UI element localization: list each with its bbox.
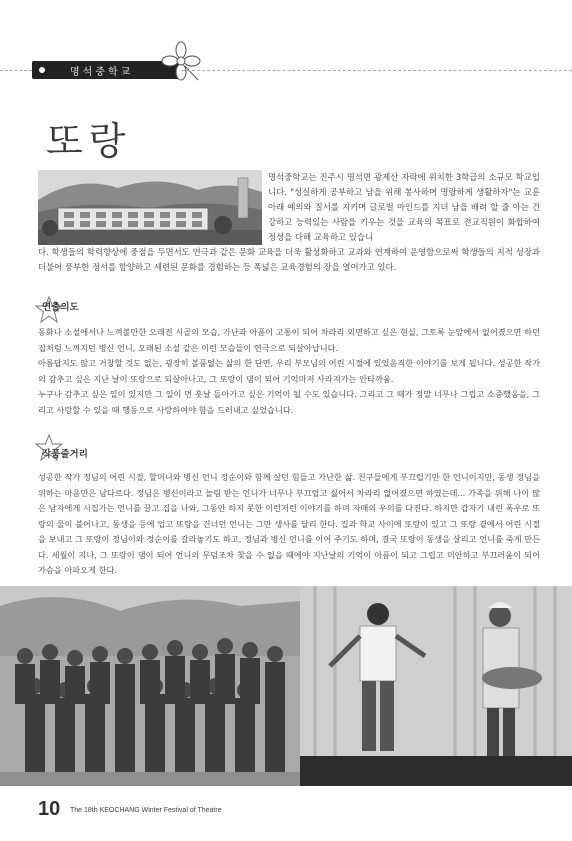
page-title: 또랑: [46, 119, 132, 163]
group-photo: [0, 586, 300, 786]
bullet-icon: [39, 67, 45, 73]
photo-strip: [0, 586, 572, 786]
synopsis-text: 성공한 작가 정님의 어린 시절, 할머니와 병신 언니 정순이와 함께 살던 힘들고 가난한 삶. 친구들에게 부끄럽기만 한 언니이지만, 동생 정님을 위하는 마음만은 남다르다. 정님은 병신이라고 놀림 받는 언니가 너무나 부끄럽고 싫어서 차라리 없어졌으면 하였는데... 가족을 위해 나이 많은 남자에게 시집가는 언니를 끌고 집을 나와, 그동안 하지 못한 이런저런 이야기를 하며 자매의 우의를 다진다. 하지만 갑자기 내린 폭우로 또랑의 물이 불어나고, 동생을 등에 업고 또랑을 건너던 언니는 그만 생사를 달리 한다. 집과 학교 사이에 또랑이 있고 그 또랑 곁에서 어린 시절을 보내고 그 또랑이 정님이와 정순이를 갈라놓기도 하고, 정님과 병신 언니를 이어 주기도 하며, 결국 또랑이 동생을 살리고 언니를 죽게 만든다. 세월이 지나, 그 또랑이 댐이 되어 언니의 무덤조차 찾을 수 없을 때에야 지난날의 기억이 아픔이 되고 그립고 미안하고 부끄러움이 되어 가슴을 아파오게 한다.: [38, 472, 540, 575]
intro-text: 명석중학교는 진주시 명석면 광제산 자락에 위치한 3학급의 소규모 학교입니다. "성실하게 공부하고 남을 위해 봉사하며 명랑하게 생활하자"는 교훈 아래 예의와 질서를 지키며 글로벌 마인드를 지녀 남을 배려 할 줄 아는 건강하고 능력있는 사람을 키우는 것을 교육의 목표로 전교직원이 화합하여 정성을 다해 교육하고 있습니: [268, 172, 540, 242]
paragraph: 아름답지도 않고 거창할 것도 없는, 굉장히 볼품없는 삶의 한 단면, 우리 부모님의 어린 시절에 있었음직한 이야기를 보게 됩니다. 성공한 작가의 감추고 싶은 지난 날이 또랑으로 되살아나고, 그 또랑이 댐이 되어 기억마저 사라져가는 안타까움.: [38, 358, 540, 384]
header-dashed-line-left: [0, 70, 32, 71]
section-title-direction: 연출의도: [42, 302, 79, 313]
flower-icon: [160, 40, 202, 82]
stage-photo: [300, 586, 572, 786]
school-label: 명석중학교: [70, 67, 134, 78]
page-number: 10: [38, 798, 61, 820]
paragraph: 누구나 감추고 싶은 일이 있지만 그 일이 먼 훗날 돌아가고 싶은 기억이 될 수도 있습니다. 그리고 그 때가 정말 너무나 그립고 소중했음을, 그리고 사랑할 수 있을 때 행동으로 사랑하여야 함을 드러내고 싶었습니다.: [38, 389, 540, 415]
intro-text-continued: 다. 학생들의 학력향상에 중점을 두면서도 연극과 같은 문화 교육을 더욱 활성화하고 교과와 연계하여 운영함으로써 학생들의 지적 성장과 더불어 풍부한 정서를 함양하고 세련된 문화를 경험하는 등 폭넓은 교육경험의 장을 열어가고 있다.: [38, 247, 540, 272]
direction-text: [38, 325, 540, 418]
footer-caption: The 18th KEOCHANG Winter Festival of Theatre: [70, 807, 222, 814]
header-dashed-line: [182, 70, 572, 71]
school-photo: [38, 170, 262, 245]
section-title-synopsis: 작품줄거리: [42, 449, 88, 460]
paragraph: 동화나 소설에서나 느껴볼만한 오래전 시골의 모습, 가난과 아픔이 고통이 되어 차라리 외면하고 싶은 현실, 그토록 눈앞에서 없어졌으면 하던 집처럼 느껴지던 병신 언니, 오래된 소설 같은 이런 모습들이 연극으로 되살아납니다.: [38, 327, 540, 353]
